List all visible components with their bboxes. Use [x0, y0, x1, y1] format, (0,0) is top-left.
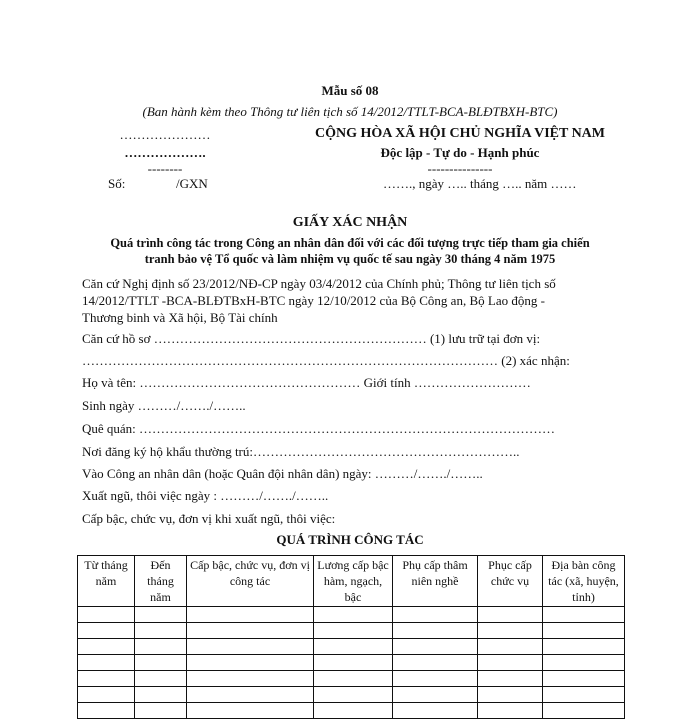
table-cell[interactable]: [135, 655, 187, 671]
field-dossier[interactable]: Căn cứ hồ sơ ……………………………………………………… (1) lưu trữ tại đơn vị:: [82, 331, 541, 346]
table-row: [78, 623, 625, 639]
table-cell[interactable]: [135, 623, 187, 639]
table-header-row: [78, 556, 625, 607]
table-cell[interactable]: [393, 703, 478, 719]
basis-line-1: Căn cứ Nghị định số 23/2012/NĐ-CP ngày 03/4/2012 của Chính phủ; Thông tư liên tịch số: [82, 276, 556, 291]
col-work-location: Địa bàn công tác (xã, huyện, tỉnh): [543, 556, 625, 607]
table-row: [78, 607, 625, 623]
table-row: [78, 687, 625, 703]
table-cell[interactable]: [187, 607, 314, 623]
agency-separator: --------: [147, 161, 183, 176]
document-title: GIẤY XÁC NHẬN: [292, 215, 408, 230]
table-row: [78, 671, 625, 687]
table-cell[interactable]: [78, 671, 135, 687]
country-name: CỘNG HÒA XÃ HỘI CHỦ NGHĨA VIỆT NAM: [314, 126, 605, 141]
form-issued-note: (Ban hành kèm theo Thông tư liên tịch số 14/2012/TTLT-BCA-BLĐTBXH-BTC): [142, 104, 558, 119]
table-cell[interactable]: [78, 687, 135, 703]
table-cell[interactable]: [78, 623, 135, 639]
table-cell[interactable]: [314, 623, 393, 639]
table-cell[interactable]: [187, 703, 314, 719]
table-cell[interactable]: [187, 671, 314, 687]
table-cell[interactable]: [543, 607, 625, 623]
table-cell[interactable]: [543, 639, 625, 655]
basis-line-2: 14/2012/TTLT -BCA-BLĐTBxH-BTC ngày 12/10/2012 của Bộ Công an, Bộ Lao động -: [82, 293, 545, 308]
table-cell[interactable]: [393, 655, 478, 671]
table-cell[interactable]: [135, 671, 187, 687]
table-cell[interactable]: [78, 655, 135, 671]
col-salary-grade: Lương cấp bậc hàm, ngạch, bậc: [314, 556, 393, 607]
table-cell[interactable]: [187, 623, 314, 639]
document-subtitle-2: tranh bảo vệ Tổ quốc và làm nhiệm vụ quốc tế sau ngày 30 tháng 4 năm 1975: [144, 252, 556, 266]
process-table: [77, 555, 625, 719]
agency-line-1: …………………: [119, 127, 211, 142]
table-cell[interactable]: [187, 655, 314, 671]
table-cell[interactable]: [135, 687, 187, 703]
field-hometown[interactable]: Quê quán: ……………………………………………………………………………………: [82, 421, 556, 436]
table-cell[interactable]: [314, 607, 393, 623]
table-cell[interactable]: [478, 703, 543, 719]
table-cell[interactable]: [393, 623, 478, 639]
table-row: [78, 655, 625, 671]
table-cell[interactable]: [78, 703, 135, 719]
table-cell[interactable]: [135, 703, 187, 719]
table-row: [78, 639, 625, 655]
table-cell[interactable]: [314, 703, 393, 719]
table-cell[interactable]: [478, 687, 543, 703]
field-dossier-2[interactable]: …………………………………………………………………………………… (2) xác nhận:: [82, 353, 570, 368]
date-line: ……., ngày ….. tháng ….. năm ……: [383, 176, 577, 191]
table-cell[interactable]: [314, 687, 393, 703]
national-motto: Độc lập - Tự do - Hạnh phúc: [380, 145, 540, 160]
field-birth-date[interactable]: Sinh ngày ………/……./……..: [82, 398, 246, 413]
table-row: [78, 703, 625, 719]
table-cell[interactable]: [78, 607, 135, 623]
col-seniority-allowance: Phụ cấp thâm niên nghề: [393, 556, 478, 607]
agency-line-2: ……………….: [124, 145, 206, 160]
table-cell[interactable]: [187, 687, 314, 703]
table-cell[interactable]: [314, 639, 393, 655]
col-from-date: Từ tháng năm: [78, 556, 135, 607]
table-cell[interactable]: [478, 607, 543, 623]
number-suffix: /GXN: [176, 176, 208, 191]
number-label: Số:: [108, 176, 126, 191]
table-cell[interactable]: [314, 655, 393, 671]
table-cell[interactable]: [187, 639, 314, 655]
field-full-name[interactable]: Họ và tên: …………………………………………… Giới tính ………………………: [82, 375, 531, 390]
table-cell[interactable]: [543, 687, 625, 703]
table-cell[interactable]: [478, 623, 543, 639]
table-cell[interactable]: [393, 671, 478, 687]
field-discharge-date[interactable]: Xuất ngũ, thôi việc ngày : ………/……./……..: [82, 488, 329, 503]
table-cell[interactable]: [393, 607, 478, 623]
form-code: Mẫu số 08: [321, 83, 379, 98]
table-cell[interactable]: [78, 639, 135, 655]
table-cell[interactable]: [478, 639, 543, 655]
table-cell[interactable]: [478, 655, 543, 671]
table-cell[interactable]: [314, 671, 393, 687]
field-rank-on-discharge[interactable]: Cấp bậc, chức vụ, đơn vị khi xuất ngũ, thôi việc:: [82, 511, 336, 526]
table-cell[interactable]: [135, 639, 187, 655]
col-rank-position-unit: Cấp bậc, chức vụ, đơn vị công tác: [187, 556, 314, 607]
basis-line-3: Thương binh và Xã hội, Bộ Tài chính: [82, 310, 278, 325]
col-position-allowance: Phục cấp chức vụ: [478, 556, 543, 607]
col-to-date: Đến tháng năm: [135, 556, 187, 607]
table-cell[interactable]: [135, 607, 187, 623]
motto-separator: ---------------: [427, 161, 493, 176]
table-cell[interactable]: [543, 655, 625, 671]
table-cell[interactable]: [543, 703, 625, 719]
table-cell[interactable]: [393, 639, 478, 655]
process-table-title: QUÁ TRÌNH CÔNG TÁC: [276, 532, 424, 547]
field-joined-date[interactable]: Vào Công an nhân dân (hoặc Quân đội nhân dân) ngày: ………/……./……..: [82, 466, 483, 481]
field-residence[interactable]: Nơi đăng ký hộ khẩu thường trú:……………………………………………………..: [82, 444, 520, 459]
table-cell[interactable]: [543, 671, 625, 687]
table-cell[interactable]: [393, 687, 478, 703]
table-cell[interactable]: [478, 671, 543, 687]
document-subtitle-1: Quá trình công tác trong Công an nhân dân đối với các đối tượng trực tiếp tham gia chiến: [110, 236, 590, 250]
process-table-body: [78, 607, 625, 719]
table-cell[interactable]: [543, 623, 625, 639]
